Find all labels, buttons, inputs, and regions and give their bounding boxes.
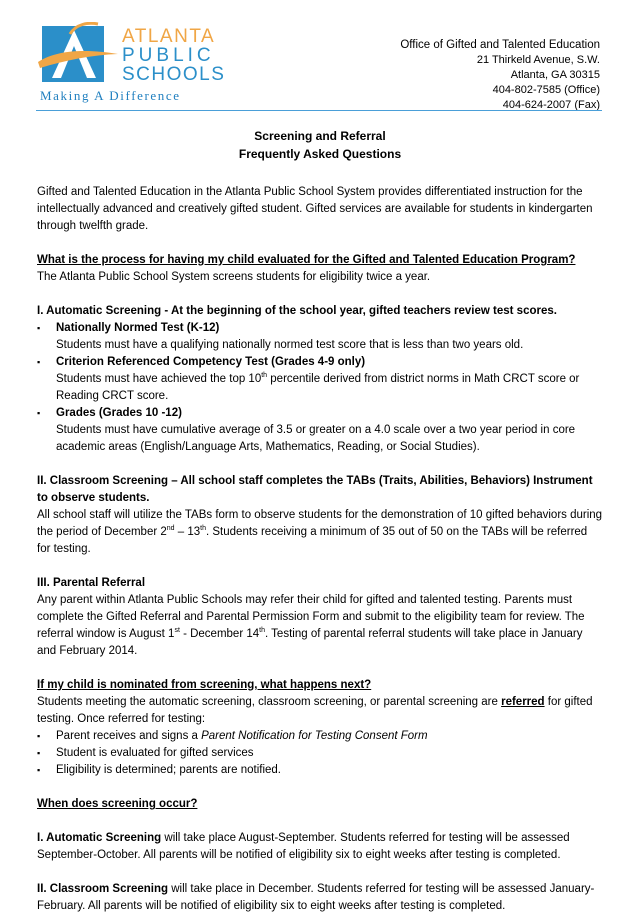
list-item-title: Nationally Normed Test (K-12) xyxy=(56,322,220,334)
automatic-screening-heading: I. Automatic Screening - At the beginning of the school year, gifted teachers review test scores. xyxy=(37,305,557,317)
office-address-block xyxy=(400,38,600,113)
doc-title: Screening and Referral xyxy=(254,129,386,143)
office-name: Office of Gifted and Talented Education xyxy=(400,39,600,51)
list-item-text: Students must have cumulative average of 3.5 or greater on a 4.0 scale over a two year period in core academic areas (English/Language Arts, Mathematics, Reading, or Social Studies). xyxy=(56,424,576,453)
list-item-title: Grades (Grades 10 -12) xyxy=(56,407,182,419)
automatic-screening-list xyxy=(37,320,603,456)
list-item xyxy=(37,320,603,354)
referred-emphasis: referred xyxy=(501,696,545,708)
bullet-icon: ▪ xyxy=(37,731,41,741)
logo-word-atlanta: ATLANTA xyxy=(122,26,216,47)
list-item: ▪ Student is evaluated for gifted services xyxy=(37,745,603,762)
classroom-screening-heading: II. Classroom Screening – All school staff completes the TABs (Traits, Abilities, Behaviors) Instrument to observe students. xyxy=(37,475,593,504)
document-body xyxy=(37,127,603,915)
bullet-icon: ▪ xyxy=(37,748,41,758)
bullet-icon: ▪ xyxy=(37,765,41,775)
list-item: ▪ Eligibility is determined; parents are notified. xyxy=(37,762,603,779)
list-item-text: Students must have achieved the top 10th percentile derived from district norms in Math CRCT score or Reading CRCT score. xyxy=(56,372,580,402)
logo-word-public: PUBLIC xyxy=(122,45,215,66)
office-phone: 404-802-7585 (Office) xyxy=(492,84,600,96)
classroom-screening-text: All school staff will utilize the TABs form to observe students for the demonstration of 10 gifted behaviors during the period of December 2nd – 13th. Students receiving a minimum of 35 out of 50 on the TABs will be referred for testing. xyxy=(37,509,603,555)
referral-steps-list xyxy=(37,728,603,779)
header-divider xyxy=(36,110,602,111)
when-heading: When does screening occur? xyxy=(37,798,198,810)
bullet-icon: ▪ xyxy=(37,408,41,418)
logo-a-emblem-icon xyxy=(36,22,120,84)
list-item xyxy=(37,354,603,405)
parental-referral-heading: III. Parental Referral xyxy=(37,577,146,589)
office-city: Atlanta, GA 30315 xyxy=(510,69,600,81)
when-automatic-text: I. Automatic Screening will take place August-September. Students referred for testing will be assessed September-October. All parents will be notified of eligibility six to eight weeks after testing is completed. xyxy=(37,832,570,861)
bullet-icon: ▪ xyxy=(37,357,41,367)
office-fax: 404-624-2007 (Fax) xyxy=(502,99,600,111)
q1-answer: The Atlanta Public School System screens students for eligibility twice a year. xyxy=(37,271,431,283)
q1-heading: What is the process for having my child evaluated for the Gifted and Talented Education Program? xyxy=(37,254,576,266)
list-item: ▪ Parent receives and signs a Parent Notification for Testing Consent Form xyxy=(37,728,603,745)
list-item xyxy=(37,405,603,456)
list-item-text: Students must have a qualifying nationally normed test score that is less than two years old. xyxy=(56,339,524,351)
when-classroom-text: II. Classroom Screening will take place in December. Students referred for testing will be assessed January-February. All parents will be notified of eligibility six to eight weeks after testing is completed. xyxy=(37,883,595,912)
nominated-heading: If my child is nominated from screening, what happens next? xyxy=(37,679,372,691)
office-street: 21 Thirkeld Avenue, S.W. xyxy=(476,54,600,66)
doc-subtitle: Frequently Asked Questions xyxy=(238,147,402,161)
logo-word-schools: SCHOOLS xyxy=(122,64,226,85)
parental-referral-text: Any parent within Atlanta Public Schools may refer their child for gifted and talented testing. Parents must complete the Gifted Referral and Parental Permission Form and submit to the eligibility team for review. The referral window is August 1st - December 14th. Testing of parental referral students will take place in January and February 2014. xyxy=(37,594,585,657)
bullet-icon: ▪ xyxy=(37,323,41,333)
intro-paragraph: Gifted and Talented Education in the Atlanta Public School System provides differentiated instruction for the intellectually advanced and creatively gifted student. Gifted services are available for students in kindergarten through twelfth grade. xyxy=(37,186,593,232)
logo-motto: Making A Difference xyxy=(40,88,181,103)
consent-form-name: Parent Notification for Testing Consent Form xyxy=(201,730,428,742)
nominated-text: Students meeting the automatic screening, classroom screening, or parental screening are referred for gifted testing. Once referred for testing: xyxy=(37,696,593,725)
atlanta-public-schools-logo xyxy=(36,22,236,104)
list-item-title: Criterion Referenced Competency Test (Grades 4-9 only) xyxy=(56,356,366,368)
